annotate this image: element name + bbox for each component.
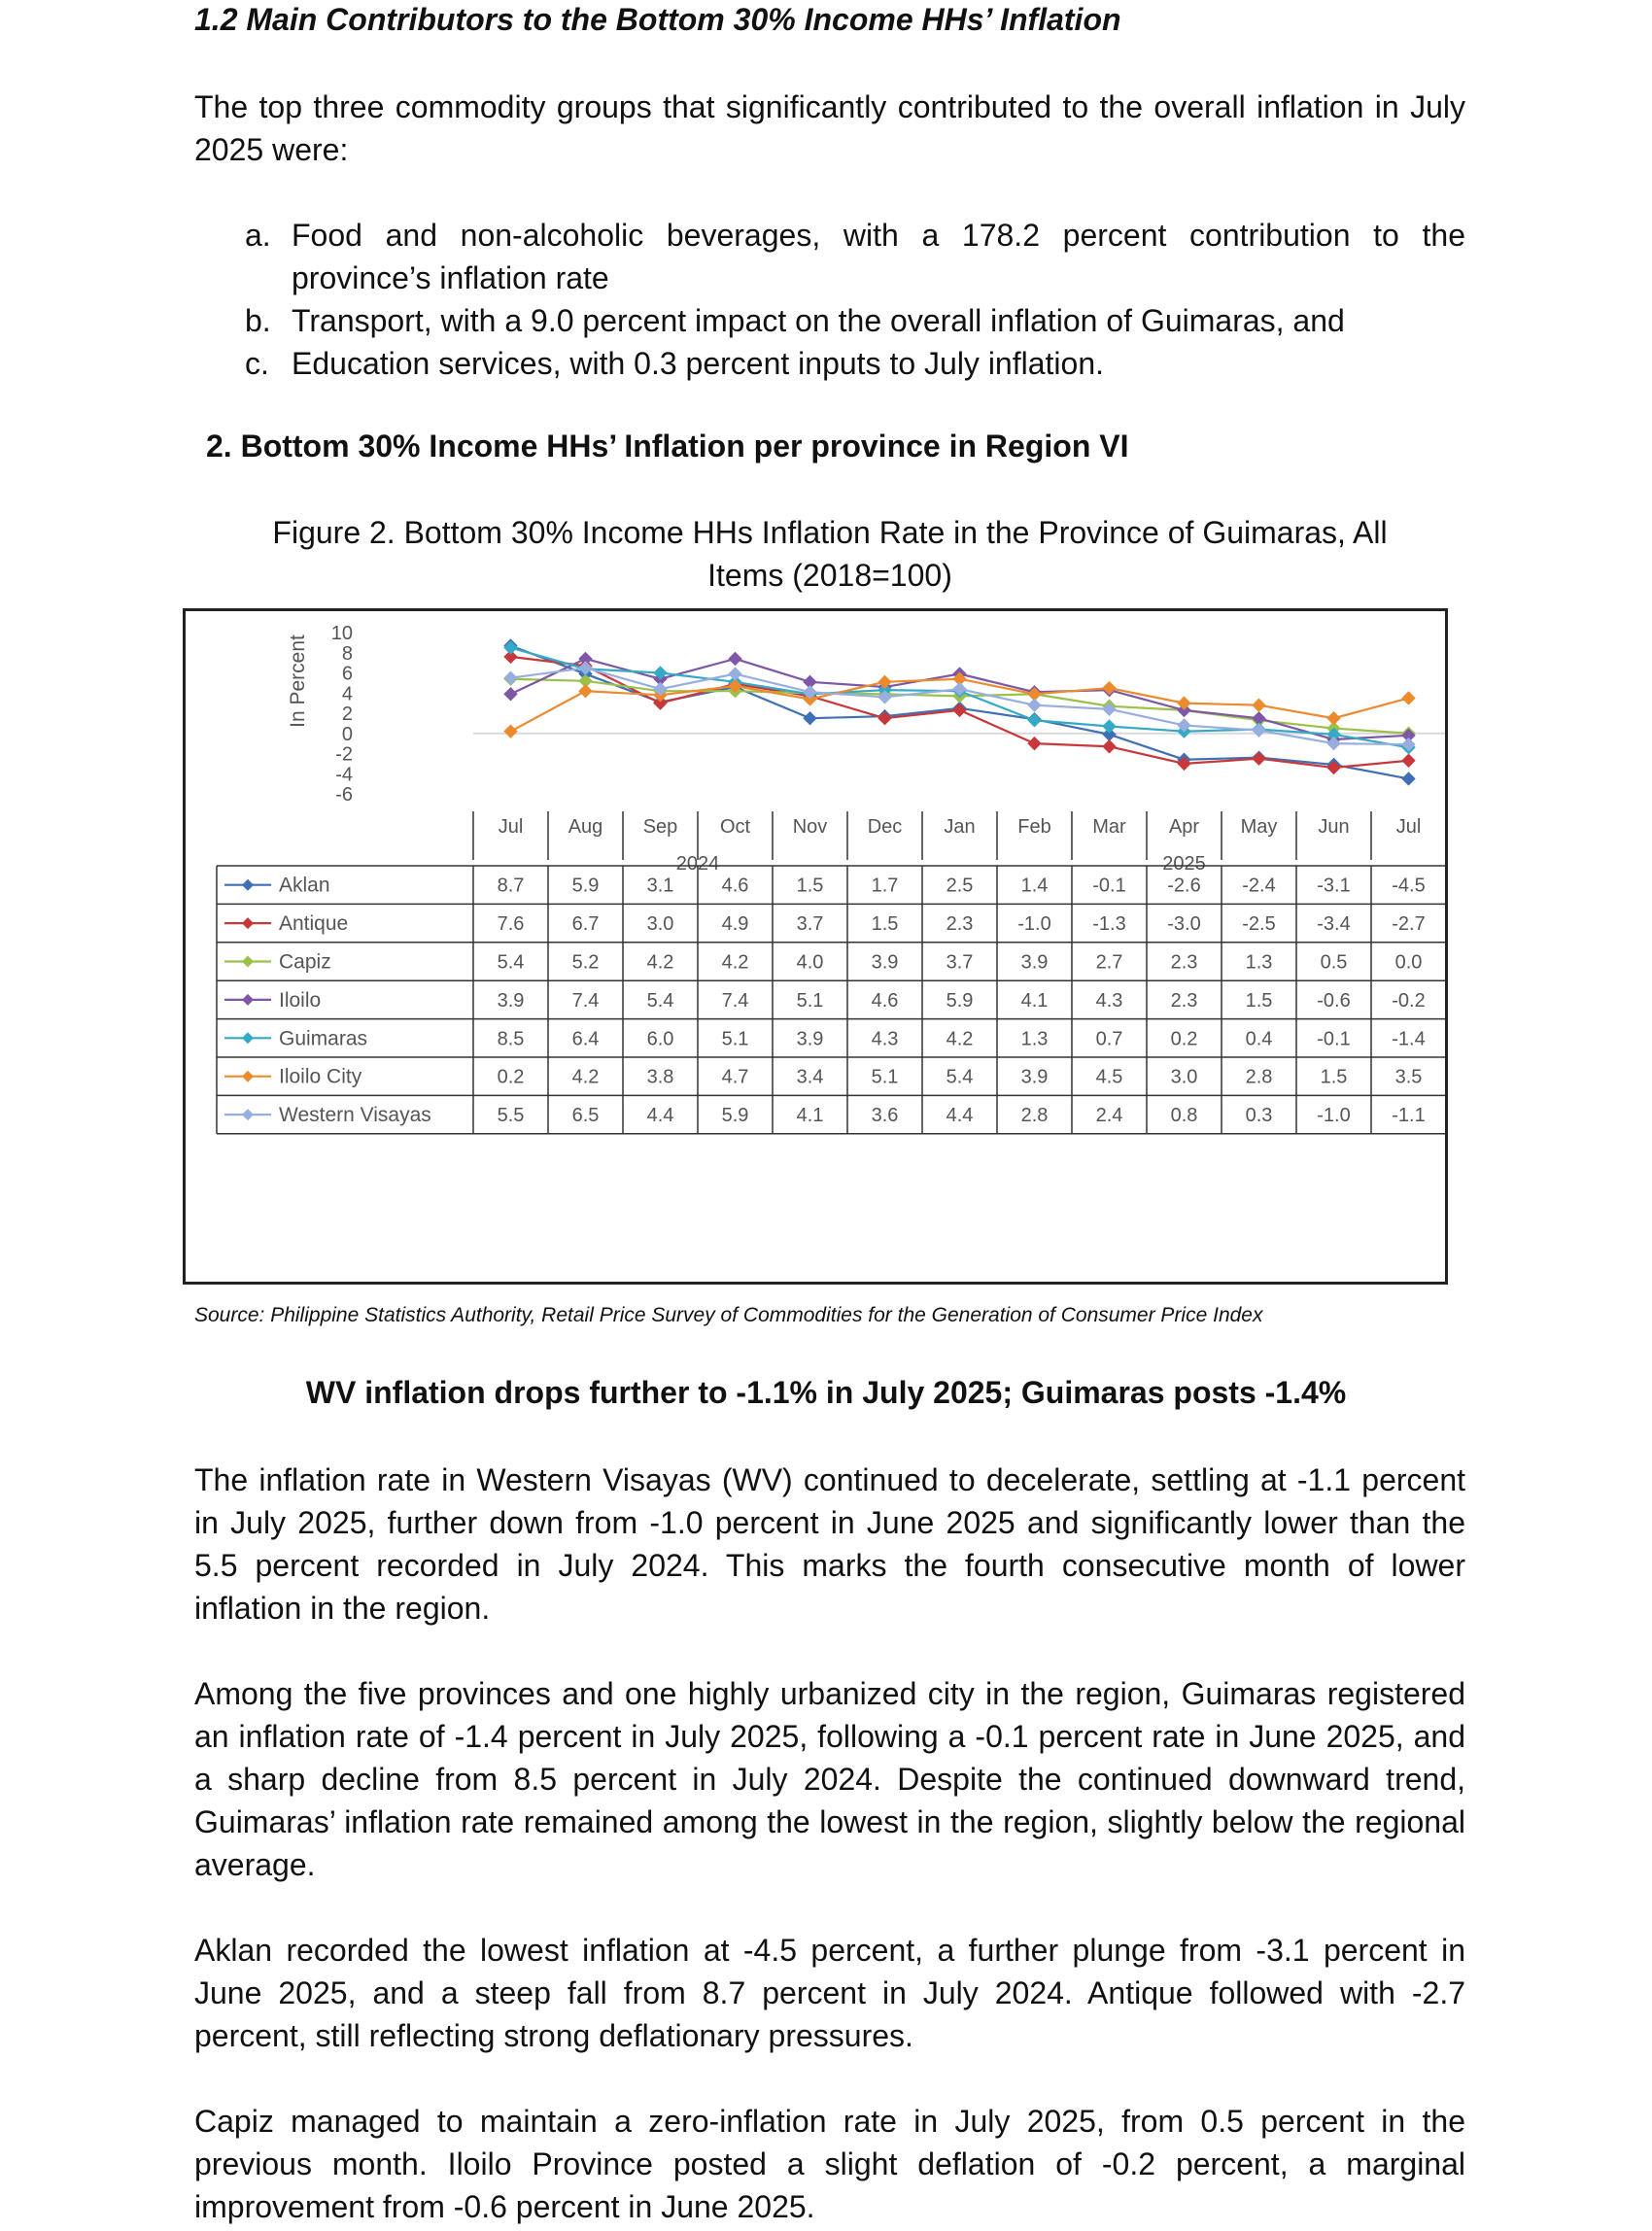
table-cell: 6.7 bbox=[571, 913, 600, 936]
x-tick-label: Oct bbox=[719, 816, 751, 838]
paragraph: Among the five provinces and one highly urbanized city in the region, Guimaras registered an inflation rate of -1.4 percent in July 2025, following a -0.1 percent rate in June 2025, and a sharp decline from 8.5 percent in July 2024. Despite the continued downward trend, Guimaras’ inflation rate remained among the lowest in the region, slightly below the regional average. bbox=[194, 1676, 1465, 1882]
legend-label: Capiz bbox=[279, 950, 331, 974]
table-cell: -1.1 bbox=[1392, 1105, 1426, 1127]
year-group-label: 2025 bbox=[1162, 853, 1206, 875]
table-cell: -3.4 bbox=[1317, 913, 1351, 936]
data-point bbox=[504, 671, 517, 684]
table-cell: 4.0 bbox=[796, 951, 824, 974]
table-cell: 3.8 bbox=[646, 1066, 674, 1088]
data-point bbox=[1028, 699, 1041, 711]
x-tick-label: Jan bbox=[944, 816, 976, 838]
legend-key-marker bbox=[242, 917, 254, 929]
table-cell: 2.3 bbox=[946, 913, 974, 936]
data-point bbox=[1253, 752, 1265, 765]
figure-caption-line2: Items (2018=100) bbox=[707, 558, 952, 593]
table-cell: 4.2 bbox=[571, 1066, 600, 1088]
table-cell: 1.7 bbox=[871, 875, 899, 897]
table-cell: 3.9 bbox=[796, 1028, 824, 1050]
y-tick-label: 10 bbox=[330, 623, 353, 644]
year-group-label: 2024 bbox=[675, 853, 720, 875]
table-cell: -0.2 bbox=[1392, 989, 1426, 1012]
data-point bbox=[1103, 720, 1116, 733]
table-cell: 4.1 bbox=[796, 1105, 824, 1127]
table-cell: 1.5 bbox=[871, 913, 899, 936]
table-cell: 0.2 bbox=[497, 1066, 525, 1088]
data-point bbox=[1402, 754, 1415, 767]
y-tick-label: -6 bbox=[335, 784, 353, 806]
y-tick-label: 6 bbox=[341, 663, 353, 685]
legend-label: Iloilo City bbox=[279, 1065, 362, 1088]
table-cell: -4.5 bbox=[1392, 875, 1426, 897]
y-tick-label: 2 bbox=[341, 704, 353, 725]
table-cell: 1.5 bbox=[796, 875, 824, 897]
table-cell: -0.6 bbox=[1317, 989, 1351, 1012]
table-cell: 2.5 bbox=[946, 875, 974, 897]
figure-caption-line1: Figure 2. Bottom 30% Income HHs Inflation Rate in the Province of Guimaras, All bbox=[272, 515, 1388, 550]
legend-label: Guimaras bbox=[279, 1027, 368, 1050]
x-tick-label: Jul bbox=[1395, 816, 1422, 838]
x-tick-label: Apr bbox=[1168, 816, 1200, 838]
chart-frame bbox=[183, 608, 1448, 1285]
table-cell: -1.0 bbox=[1017, 913, 1051, 936]
table-cell: -2.6 bbox=[1167, 875, 1201, 897]
headline: WV inflation drops further to -1.1% in July 2025; Guimaras posts -1.4% bbox=[305, 1375, 1347, 1410]
x-tick-label: Jun bbox=[1318, 816, 1350, 838]
table-cell: 4.2 bbox=[721, 951, 749, 974]
paragraph: Capiz managed to maintain a zero-inflation rate in July 2025, from 0.5 percent in the previous month. Iloilo Province posted a slight deflation of -0.2 percent, a marginal improvement from -0.6 percent in June 2025. bbox=[194, 2104, 1465, 2224]
table-cell: -1.0 bbox=[1317, 1105, 1351, 1127]
table-cell: 4.6 bbox=[721, 875, 749, 897]
data-point bbox=[1028, 714, 1041, 727]
table-cell: 5.4 bbox=[946, 1066, 974, 1088]
x-tick-label: Jul bbox=[498, 816, 524, 838]
list-item bbox=[245, 214, 1465, 299]
legend-label: Antique bbox=[279, 912, 349, 936]
inflation-line-chart bbox=[186, 611, 1445, 1282]
list-marker: a. bbox=[245, 218, 271, 253]
list-text: Food and non-alcoholic beverages, with a 178.2 percent contribution to the province’s inflation rate bbox=[292, 218, 1465, 295]
table-cell: 3.0 bbox=[1170, 1066, 1198, 1088]
table-cell: 4.1 bbox=[1020, 989, 1049, 1012]
table-cell: 3.9 bbox=[871, 951, 899, 974]
table-cell: 4.7 bbox=[721, 1066, 749, 1088]
list-item bbox=[245, 342, 1465, 385]
data-point bbox=[579, 685, 592, 698]
legend-label: Western Visayas bbox=[279, 1104, 431, 1127]
data-point bbox=[1402, 692, 1415, 704]
legend-key-marker bbox=[242, 1109, 254, 1120]
table-cell: 3.7 bbox=[796, 913, 824, 936]
table-cell: 2.8 bbox=[1245, 1066, 1273, 1088]
table-cell: 0.3 bbox=[1245, 1105, 1273, 1127]
table-cell: 5.9 bbox=[571, 875, 600, 897]
table-cell: -3.1 bbox=[1317, 875, 1351, 897]
table-cell: 5.4 bbox=[497, 951, 525, 974]
legend-key-marker bbox=[242, 956, 254, 968]
table-cell: -0.1 bbox=[1317, 1028, 1351, 1050]
section-heading: 1.2 Main Contributors to the Bottom 30% Income HHs’ Inflation bbox=[194, 2, 1121, 37]
table-cell: 3.6 bbox=[871, 1105, 899, 1127]
data-point bbox=[1327, 712, 1340, 725]
table-cell: 5.1 bbox=[721, 1028, 749, 1050]
legend-key-marker bbox=[242, 1071, 254, 1082]
table-cell: -2.4 bbox=[1242, 875, 1276, 897]
table-cell: 5.4 bbox=[646, 989, 674, 1012]
list-text: Transport, with a 9.0 percent impact on the overall inflation of Guimaras, and bbox=[292, 303, 1345, 338]
table-cell: -3.0 bbox=[1167, 913, 1201, 936]
table-cell: 4.6 bbox=[871, 989, 899, 1012]
table-cell: 5.2 bbox=[571, 951, 600, 974]
legend-key-marker bbox=[242, 994, 254, 1006]
table-cell: -2.7 bbox=[1392, 913, 1426, 936]
table-cell: 0.2 bbox=[1170, 1028, 1198, 1050]
table-cell: 4.2 bbox=[646, 951, 674, 974]
table-cell: 0.7 bbox=[1095, 1028, 1123, 1050]
table-cell: 2.8 bbox=[1020, 1105, 1049, 1127]
legend-key-marker bbox=[242, 879, 254, 891]
paragraph: Aklan recorded the lowest inflation at -4.5 percent, a further plunge from -3.1 percent in June 2025, and a steep fall from 8.7 percent in July 2024. Antique followed with -2.7 percent, still reflecting strong deflationary pressures. bbox=[194, 1933, 1465, 2053]
y-axis-title: In Percent bbox=[287, 635, 309, 728]
table-cell: 8.7 bbox=[497, 875, 525, 897]
table-cell: 3.9 bbox=[497, 989, 525, 1012]
data-point bbox=[504, 725, 517, 738]
table-cell: 2.3 bbox=[1170, 951, 1198, 974]
table-cell: 0.5 bbox=[1320, 951, 1348, 974]
table-cell: 1.4 bbox=[1020, 875, 1049, 897]
x-tick-label: Mar bbox=[1092, 816, 1126, 838]
legend-key-marker bbox=[242, 1032, 254, 1044]
table-cell: 4.4 bbox=[646, 1105, 674, 1127]
x-tick-label: Sep bbox=[642, 816, 678, 838]
x-tick-label: May bbox=[1240, 816, 1278, 838]
table-cell: 3.9 bbox=[1020, 1066, 1049, 1088]
table-cell: -0.1 bbox=[1092, 875, 1126, 897]
table-cell: 5.9 bbox=[946, 989, 974, 1012]
table-cell: 0.4 bbox=[1245, 1028, 1273, 1050]
data-point bbox=[504, 688, 517, 701]
x-tick-label: Nov bbox=[792, 816, 828, 838]
table-cell: 3.7 bbox=[946, 951, 974, 974]
table-cell: 2.7 bbox=[1095, 951, 1123, 974]
data-point bbox=[1253, 724, 1265, 737]
list-marker: c. bbox=[245, 346, 269, 381]
table-cell: -1.3 bbox=[1092, 913, 1126, 936]
table-cell: 3.4 bbox=[796, 1066, 824, 1088]
table-cell: 5.5 bbox=[497, 1105, 525, 1127]
list-marker: b. bbox=[245, 303, 271, 338]
paragraph: The inflation rate in Western Visayas (WV) continued to decelerate, settling at -1.1 percent in July 2025, further down from -1.0 percent in June 2025 and significantly lower than the 5.5 percent recorded in July 2024. This marks the fourth consecutive month of lower inflation in the region. bbox=[194, 1462, 1465, 1626]
x-tick-label: Dec bbox=[867, 816, 903, 838]
table-cell: 3.9 bbox=[1020, 951, 1049, 974]
table-cell: 5.1 bbox=[796, 989, 824, 1012]
table-cell: 3.5 bbox=[1394, 1066, 1423, 1088]
table-cell: 1.3 bbox=[1245, 951, 1273, 974]
table-cell: 3.1 bbox=[646, 875, 674, 897]
table-cell: 6.5 bbox=[571, 1105, 600, 1127]
table-cell: 6.4 bbox=[571, 1028, 600, 1050]
table-cell: 0.0 bbox=[1394, 951, 1423, 974]
table-cell: 4.3 bbox=[871, 1028, 899, 1050]
y-tick-label: 8 bbox=[341, 642, 353, 665]
table-cell: 7.4 bbox=[571, 989, 600, 1012]
list-text: Education services, with 0.3 percent inputs to July inflation. bbox=[292, 346, 1104, 381]
table-cell: 6.0 bbox=[646, 1028, 674, 1050]
table-cell: 4.9 bbox=[721, 913, 749, 936]
table-cell: -1.4 bbox=[1392, 1028, 1426, 1050]
y-tick-label: -4 bbox=[335, 764, 353, 786]
table-cell: 2.4 bbox=[1095, 1105, 1123, 1127]
table-cell: 3.0 bbox=[646, 913, 674, 936]
list-item bbox=[245, 299, 1465, 342]
table-cell: 5.1 bbox=[871, 1066, 899, 1088]
intro-paragraph: The top three commodity groups that significantly contributed to the overall inflation in July 2025 were: bbox=[194, 89, 1465, 167]
table-cell: 4.3 bbox=[1095, 989, 1123, 1012]
legend-label: Aklan bbox=[279, 874, 330, 897]
legend-label: Iloilo bbox=[279, 988, 322, 1012]
table-cell: 5.9 bbox=[721, 1105, 749, 1127]
data-point bbox=[729, 668, 741, 680]
y-tick-label: -2 bbox=[335, 743, 353, 766]
table-cell: -2.5 bbox=[1242, 913, 1276, 936]
y-tick-label: 0 bbox=[341, 723, 353, 745]
table-cell: 1.3 bbox=[1020, 1028, 1049, 1050]
table-cell: 8.5 bbox=[497, 1028, 525, 1050]
data-point bbox=[1028, 738, 1041, 750]
data-point bbox=[1178, 697, 1190, 709]
data-point bbox=[1253, 699, 1265, 711]
table-cell: 2.3 bbox=[1170, 989, 1198, 1012]
contributors-list bbox=[245, 214, 1465, 385]
y-tick-label: 4 bbox=[341, 683, 353, 705]
table-cell: 7.4 bbox=[721, 989, 749, 1012]
figure-caption bbox=[194, 511, 1465, 597]
table-cell: 4.2 bbox=[946, 1028, 974, 1050]
table-cell: 4.5 bbox=[1095, 1066, 1123, 1088]
data-point bbox=[1103, 740, 1116, 753]
table-cell: 0.8 bbox=[1170, 1105, 1198, 1127]
table-cell: 7.6 bbox=[497, 913, 525, 936]
data-point bbox=[804, 712, 816, 725]
x-tick-label: Aug bbox=[568, 816, 603, 838]
table-cell: 1.5 bbox=[1245, 989, 1273, 1012]
data-point bbox=[1402, 772, 1415, 785]
source-note: Source: Philippine Statistics Authority, Retail Price Survey of Commodities for the Generation of Consumer Price Index bbox=[194, 1304, 1263, 1326]
data-point bbox=[729, 652, 741, 665]
table-cell: 4.4 bbox=[946, 1105, 974, 1127]
table-cell: 1.5 bbox=[1320, 1066, 1348, 1088]
section2-heading: 2. Bottom 30% Income HHs’ Inflation per province in Region VI bbox=[206, 429, 1129, 463]
x-tick-label: Feb bbox=[1017, 816, 1051, 838]
